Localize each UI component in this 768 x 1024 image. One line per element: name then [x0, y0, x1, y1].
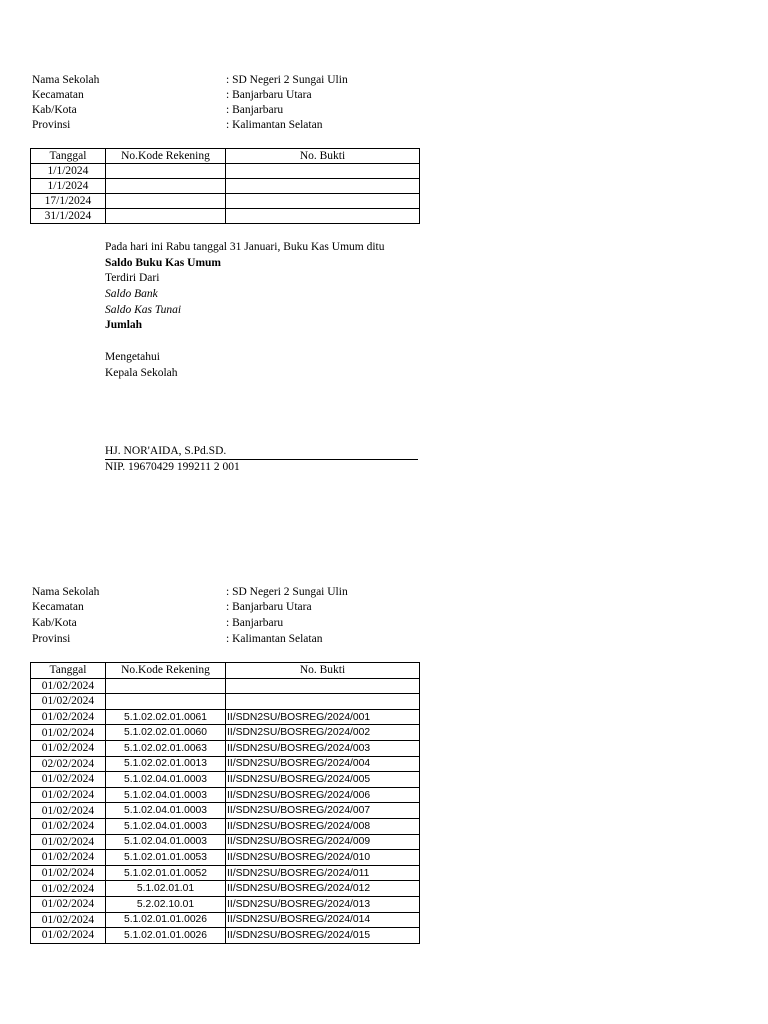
info-value: : Banjarbaru [226, 617, 284, 629]
info-value: : Banjarbaru Utara [226, 601, 312, 613]
table-row [31, 865, 420, 881]
cell-no-bukti: II/SDN2SU/BOSREG/2024/003 [226, 740, 420, 756]
info-value: : Kalimantan Selatan [226, 633, 323, 645]
signatory-nip: NIP. 19670429 199211 2 001 [105, 461, 240, 473]
info-label: Nama Sekolah [32, 74, 100, 86]
cell-no-bukti: II/SDN2SU/BOSREG/2024/010 [226, 850, 420, 866]
cell-no-bukti: II/SDN2SU/BOSREG/2024/014 [226, 912, 420, 928]
cell-tanggal: 1/1/2024 [31, 179, 106, 194]
col-header-kode-rekening: No.Kode Rekening [106, 149, 226, 164]
cell-tanggal: 01/02/2024 [31, 928, 106, 944]
signatory-name: HJ. NOR'AIDA, S.Pd.SD. [105, 445, 227, 457]
mengetahui-label: Mengetahui [105, 351, 160, 363]
ledger-table-january [30, 148, 420, 224]
cell-kode-rekening: 5.1.02.04.01.0003 [106, 834, 226, 850]
cell-tanggal: 17/1/2024 [31, 194, 106, 209]
table-row [31, 818, 420, 834]
info-label: Nama Sekolah [32, 586, 100, 598]
cell-kode-rekening [106, 179, 226, 194]
cell-kode-rekening [106, 209, 226, 224]
cell-no-bukti: II/SDN2SU/BOSREG/2024/011 [226, 865, 420, 881]
table-row [31, 179, 420, 194]
cell-kode-rekening [106, 194, 226, 209]
cell-tanggal: 01/02/2024 [31, 912, 106, 928]
cell-no-bukti: II/SDN2SU/BOSREG/2024/006 [226, 787, 420, 803]
table-body [31, 678, 420, 943]
info-label: Kab/Kota [32, 104, 77, 116]
table-row [31, 850, 420, 866]
table-row [31, 912, 420, 928]
table-row [31, 740, 420, 756]
cell-no-bukti: II/SDN2SU/BOSREG/2024/002 [226, 725, 420, 741]
cell-tanggal: 01/02/2024 [31, 772, 106, 788]
ledger-table-february [30, 662, 420, 944]
cell-no-bukti: II/SDN2SU/BOSREG/2024/009 [226, 834, 420, 850]
saldo-kas-tunai-label: Saldo Kas Tunai [105, 304, 182, 316]
table-header-row [31, 663, 420, 679]
cell-tanggal: 01/02/2024 [31, 834, 106, 850]
cell-no-bukti: II/SDN2SU/BOSREG/2024/001 [226, 709, 420, 725]
cell-kode-rekening: 5.2.02.10.01 [106, 896, 226, 912]
table-row [31, 834, 420, 850]
col-header-tanggal: Tanggal [31, 149, 106, 164]
cell-tanggal: 01/02/2024 [31, 850, 106, 866]
cell-kode-rekening: 5.1.02.02.01.0063 [106, 740, 226, 756]
cell-kode-rekening [106, 678, 226, 694]
cell-tanggal: 02/02/2024 [31, 756, 106, 772]
cell-no-bukti: II/SDN2SU/BOSREG/2024/015 [226, 928, 420, 944]
table-body [31, 164, 420, 224]
col-header-no-bukti: No. Bukti [226, 663, 420, 679]
cell-kode-rekening: 5.1.02.01.01 [106, 881, 226, 897]
table-row [31, 881, 420, 897]
info-value: : SD Negeri 2 Sungai Ulin [226, 74, 348, 86]
table-header-row [31, 149, 420, 164]
info-label: Provinsi [32, 119, 71, 131]
terdiri-dari-label: Terdiri Dari [105, 272, 160, 284]
cell-kode-rekening: 5.1.02.04.01.0003 [106, 818, 226, 834]
table-row [31, 209, 420, 224]
col-header-no-bukti: No. Bukti [226, 149, 420, 164]
cell-tanggal: 01/02/2024 [31, 709, 106, 725]
cell-no-bukti [226, 179, 420, 194]
cell-kode-rekening: 5.1.02.04.01.0003 [106, 803, 226, 819]
jabatan-label: Kepala Sekolah [105, 367, 178, 379]
cell-tanggal: 01/02/2024 [31, 818, 106, 834]
info-label: Kab/Kota [32, 617, 77, 629]
cell-tanggal: 01/02/2024 [31, 896, 106, 912]
cell-kode-rekening [106, 694, 226, 710]
cell-kode-rekening: 5.1.02.02.01.0013 [106, 756, 226, 772]
table-row [31, 896, 420, 912]
info-label: Kecamatan [32, 601, 84, 613]
cell-kode-rekening: 5.1.02.01.01.0052 [106, 865, 226, 881]
table-row [31, 709, 420, 725]
info-value: : SD Negeri 2 Sungai Ulin [226, 586, 348, 598]
table-row [31, 194, 420, 209]
cell-no-bukti: II/SDN2SU/BOSREG/2024/013 [226, 896, 420, 912]
table-row [31, 164, 420, 179]
col-header-kode-rekening: No.Kode Rekening [106, 663, 226, 679]
cell-tanggal: 01/02/2024 [31, 678, 106, 694]
info-label: Provinsi [32, 633, 71, 645]
table-row [31, 678, 420, 694]
cell-kode-rekening: 5.1.02.01.01.0053 [106, 850, 226, 866]
cell-tanggal: 01/02/2024 [31, 694, 106, 710]
saldo-bank-label: Saldo Bank [105, 288, 158, 300]
table-row [31, 694, 420, 710]
table-row [31, 772, 420, 788]
cell-kode-rekening [106, 164, 226, 179]
table-row [31, 787, 420, 803]
cell-tanggal: 01/02/2024 [31, 865, 106, 881]
table-row [31, 928, 420, 944]
cell-no-bukti: II/SDN2SU/BOSREG/2024/007 [226, 803, 420, 819]
closing-statement: Pada hari ini Rabu tanggal 31 Januari, Buku Kas Umum ditu [105, 241, 385, 253]
cell-kode-rekening: 5.1.02.01.01.0026 [106, 928, 226, 944]
cell-kode-rekening: 5.1.02.04.01.0003 [106, 787, 226, 803]
cell-tanggal: 01/02/2024 [31, 725, 106, 741]
saldo-title: Saldo Buku Kas Umum [105, 257, 221, 269]
cell-tanggal: 01/02/2024 [31, 787, 106, 803]
info-value: : Banjarbaru Utara [226, 89, 312, 101]
cell-no-bukti: II/SDN2SU/BOSREG/2024/004 [226, 756, 420, 772]
cell-no-bukti [226, 194, 420, 209]
cell-tanggal: 31/1/2024 [31, 209, 106, 224]
cell-no-bukti: II/SDN2SU/BOSREG/2024/012 [226, 881, 420, 897]
info-value: : Banjarbaru [226, 104, 284, 116]
cell-kode-rekening: 5.1.02.02.01.0060 [106, 725, 226, 741]
cell-kode-rekening: 5.1.02.04.01.0003 [106, 772, 226, 788]
info-label: Kecamatan [32, 89, 84, 101]
cell-kode-rekening: 5.1.02.02.01.0061 [106, 709, 226, 725]
col-header-tanggal: Tanggal [31, 663, 106, 679]
cell-kode-rekening: 5.1.02.01.01.0026 [106, 912, 226, 928]
cell-no-bukti [226, 678, 420, 694]
cell-tanggal: 1/1/2024 [31, 164, 106, 179]
cell-no-bukti [226, 209, 420, 224]
cell-tanggal: 01/02/2024 [31, 803, 106, 819]
table-row [31, 756, 420, 772]
cell-tanggal: 01/02/2024 [31, 881, 106, 897]
table-row [31, 725, 420, 741]
cell-no-bukti: II/SDN2SU/BOSREG/2024/008 [226, 818, 420, 834]
info-value: : Kalimantan Selatan [226, 119, 323, 131]
cell-tanggal: 01/02/2024 [31, 740, 106, 756]
cell-no-bukti [226, 164, 420, 179]
cell-no-bukti [226, 694, 420, 710]
jumlah-label: Jumlah [105, 319, 143, 331]
table-row [31, 803, 420, 819]
cell-no-bukti: II/SDN2SU/BOSREG/2024/005 [226, 772, 420, 788]
